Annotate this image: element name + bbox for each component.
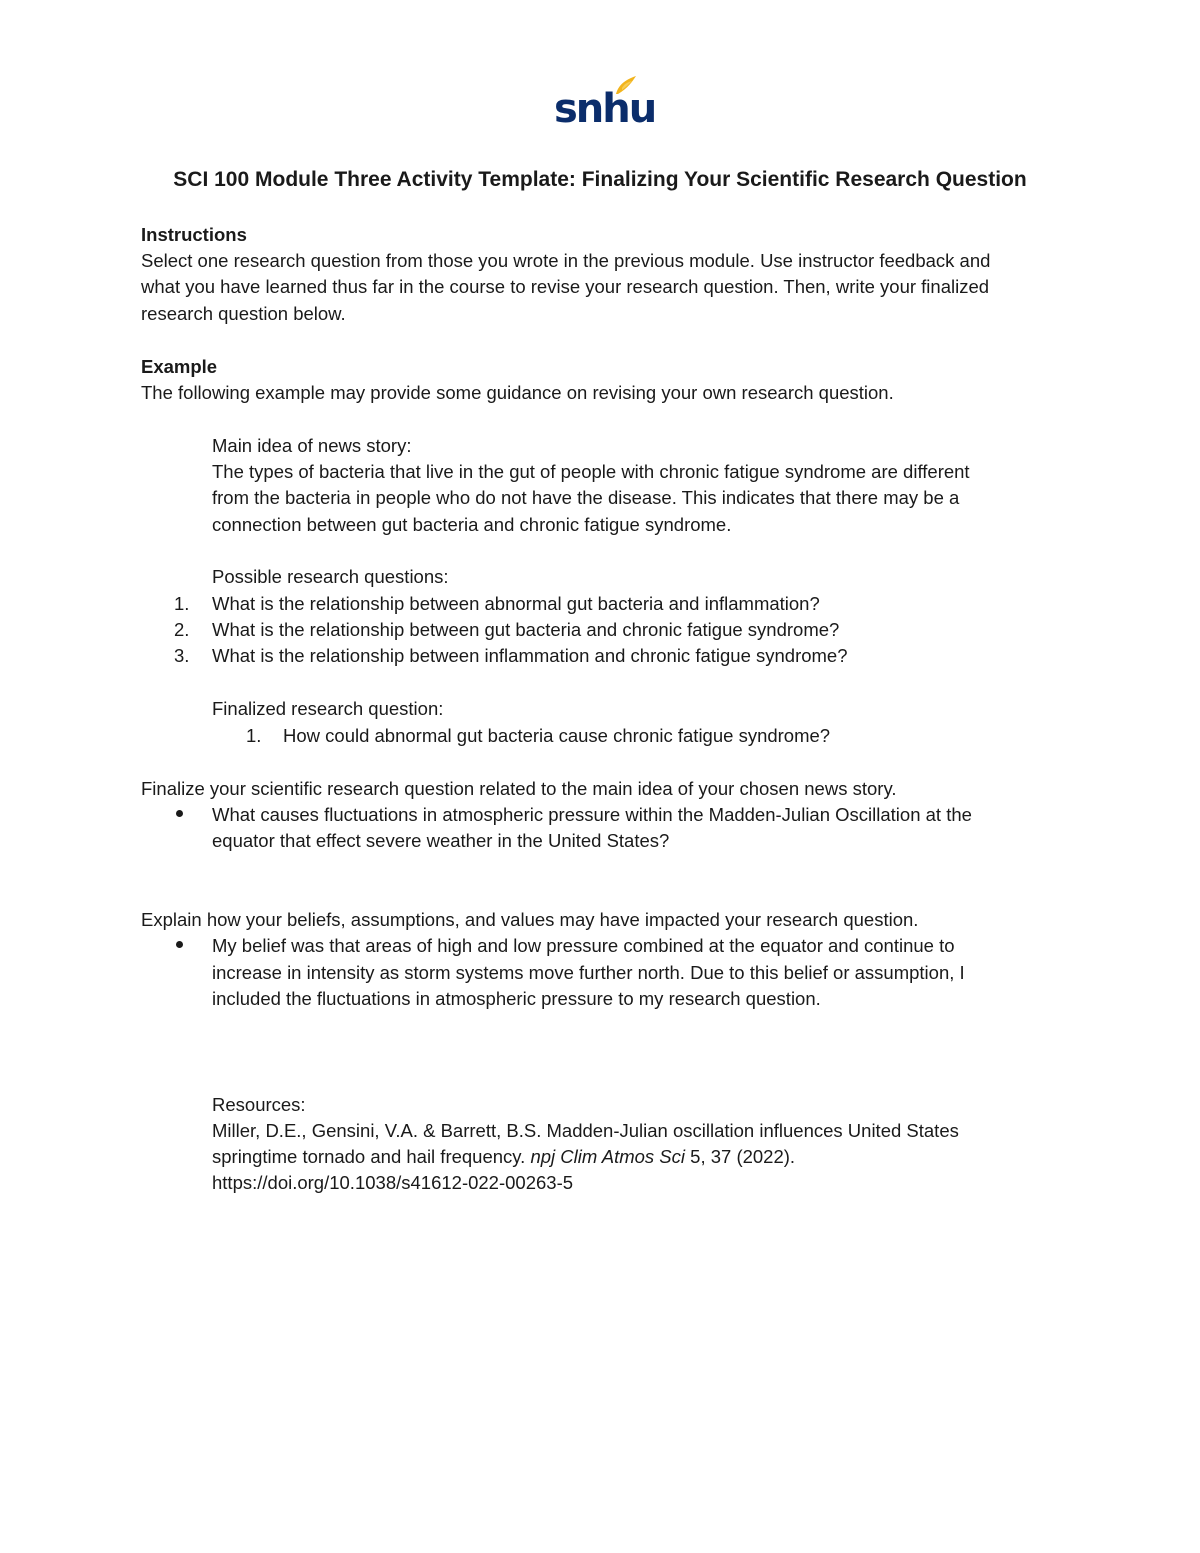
list-item: How could abnormal gut bacteria cause chronic fatigue syndrome? xyxy=(283,725,831,746)
doi-link[interactable]: https://doi.org/10.1038/s41612-022-00263-5 xyxy=(212,1172,574,1193)
finalized-label: Finalized research question: xyxy=(212,698,444,719)
list-number: 1. xyxy=(246,725,262,746)
citation-text: 5, 37 (2022). xyxy=(685,1146,796,1167)
main-idea-line: connection between gut bacteria and chronic fatigue syndrome. xyxy=(212,514,732,535)
list-number: 1. xyxy=(174,593,190,614)
explain-answer-line: increase in intensity as storm systems move further north. Due to this belief or assumption, I xyxy=(212,962,965,983)
instructions-line: what you have learned thus far in the course to revise your research question. Then, write your finalized xyxy=(141,276,990,297)
finalize-answer-line: What causes fluctuations in atmospheric pressure within the Madden-Julian Oscillation at the xyxy=(212,804,972,825)
citation-line: Miller, D.E., Gensini, V.A. & Barrett, B.S. Madden-Julian oscillation influences United States xyxy=(212,1120,959,1141)
page-title: SCI 100 Module Three Activity Template: Finalizing Your Scientific Research Question xyxy=(173,168,1027,191)
explain-answer-line: included the fluctuations in atmospheric pressure to my research question. xyxy=(212,988,821,1009)
list-number: 2. xyxy=(174,619,190,640)
bullet-icon xyxy=(176,810,183,817)
example-heading: Example xyxy=(141,356,218,377)
citation-line xyxy=(212,1144,795,1170)
main-idea-line: from the bacteria in people who do not have the disease. This indicates that there may be a xyxy=(212,487,960,508)
instructions-line: research question below. xyxy=(141,303,346,324)
list-item: What is the relationship between abnormal gut bacteria and inflammation? xyxy=(212,593,820,614)
list-item: What is the relationship between inflammation and chronic fatigue syndrome? xyxy=(212,645,848,666)
example-intro: The following example may provide some guidance on revising your own research question. xyxy=(141,382,894,403)
bullet-icon xyxy=(176,941,183,948)
resources-label: Resources: xyxy=(212,1094,306,1115)
instructions-heading: Instructions xyxy=(141,224,247,245)
finalize-answer-line: equator that effect severe weather in the United States? xyxy=(212,830,670,851)
citation-journal: npj Clim Atmos Sci xyxy=(530,1146,686,1167)
main-idea-line: The types of bacteria that live in the gut of people with chronic fatigue syndrome are different xyxy=(212,461,970,482)
flame-icon xyxy=(614,74,638,96)
snhu-logo xyxy=(554,72,656,134)
list-item: What is the relationship between gut bacteria and chronic fatigue syndrome? xyxy=(212,619,840,640)
possible-questions-label: Possible research questions: xyxy=(212,566,449,587)
explain-answer-line: My belief was that areas of high and low pressure combined at the equator and continue to xyxy=(212,935,955,956)
explain-prompt: Explain how your beliefs, assumptions, and values may have impacted your research question. xyxy=(141,909,919,930)
main-idea-label: Main idea of news story: xyxy=(212,435,412,456)
citation-text: springtime tornado and hail frequency. xyxy=(212,1146,531,1167)
finalize-prompt: Finalize your scientific research question related to the main idea of your chosen news story. xyxy=(141,778,897,799)
logo-wordmark: snhu xyxy=(554,86,656,132)
list-number: 3. xyxy=(174,645,190,666)
instructions-line: Select one research question from those you wrote in the previous module. Use instructor feedback and xyxy=(141,250,991,271)
